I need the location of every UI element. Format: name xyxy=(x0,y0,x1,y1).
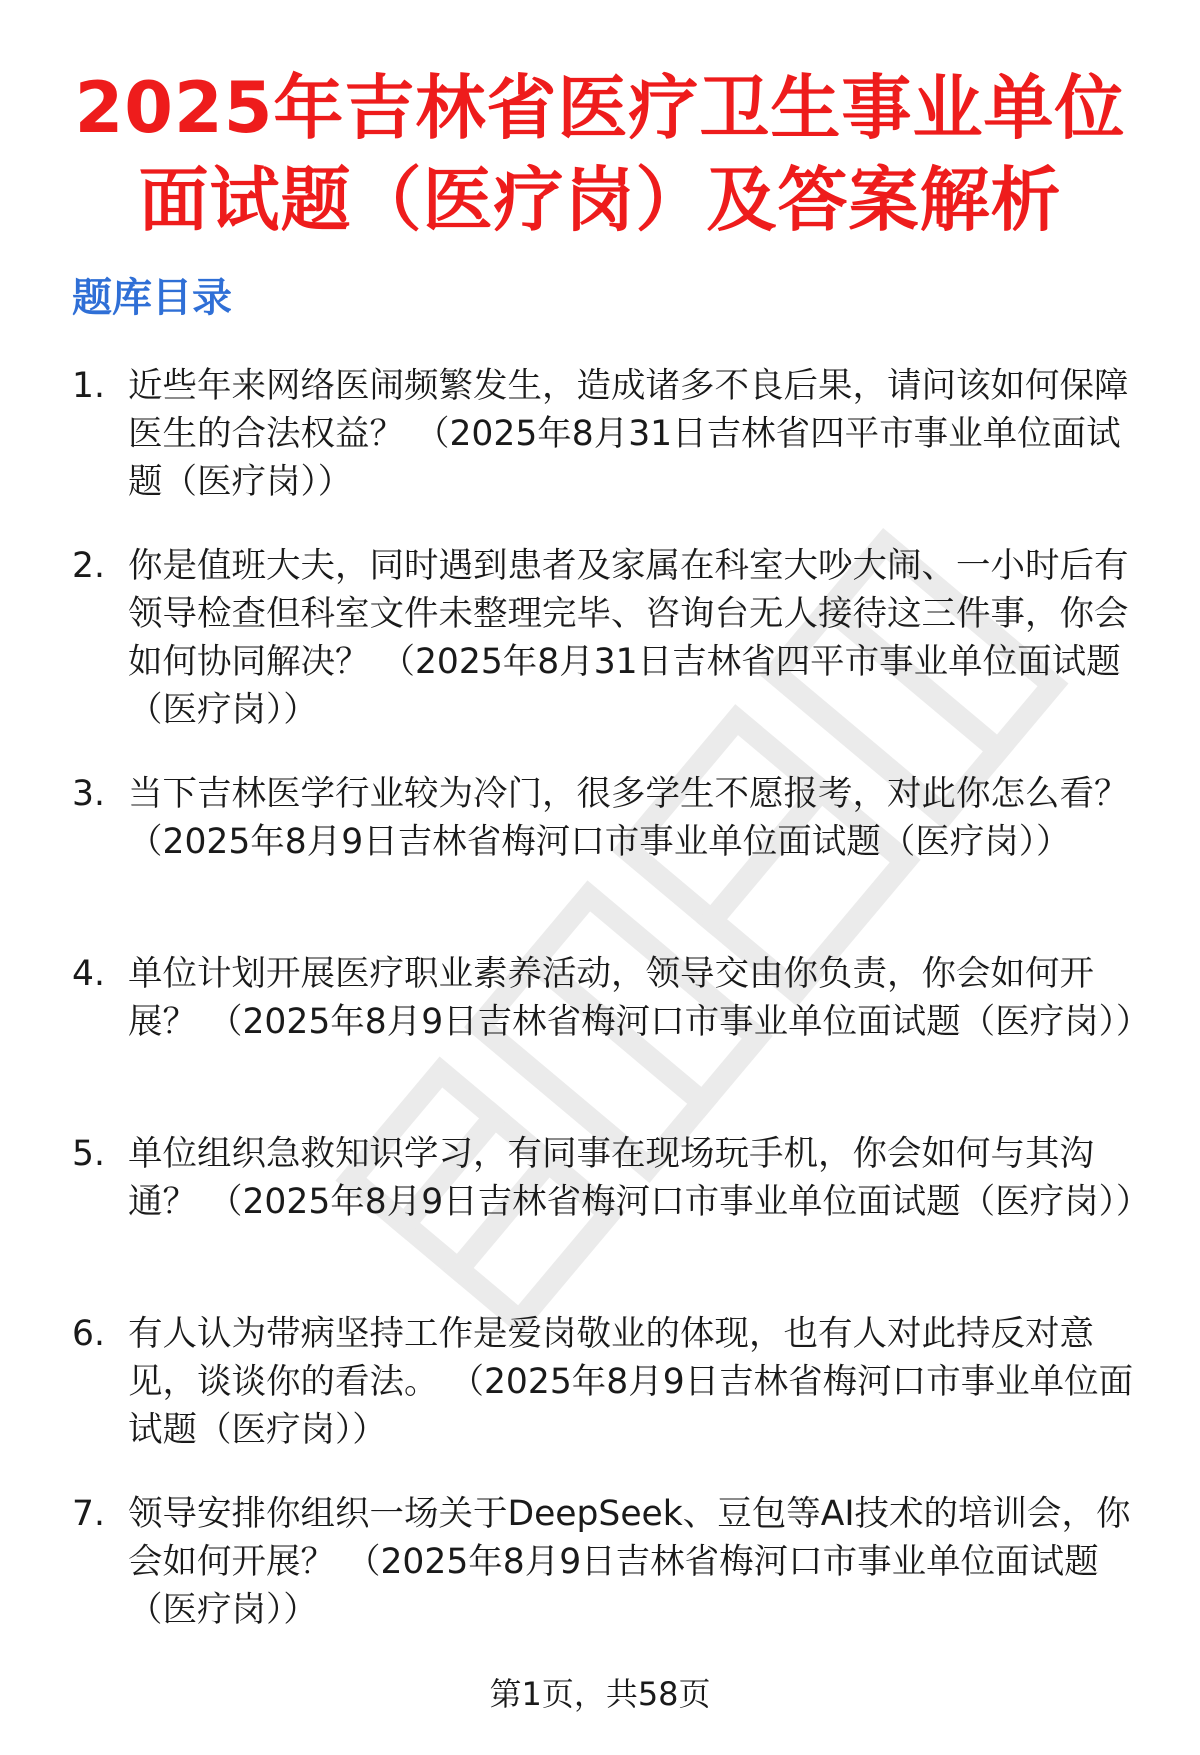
question-number: 4. xyxy=(72,954,105,994)
question-item xyxy=(72,542,1152,734)
question-text: 领导安排你组织一场关于DeepSeek、豆包等AI技术的培训会，你会如何开展？ （2025年8月9日吉林省梅河口市事业单位面试题（医疗岗）） xyxy=(128,1494,1131,1630)
question-number: 1. xyxy=(72,366,105,406)
toc-heading: 题库目录 xyxy=(72,275,232,321)
question-number: 6. xyxy=(72,1314,105,1354)
question-text: 当下吉林医学行业较为冷门，很多学生不愿报考，对此你怎么看？ （2025年8月9日吉林省梅河口市事业单位面试题（医疗岗）） xyxy=(128,774,1129,862)
question-item xyxy=(72,950,1152,1094)
question-item xyxy=(72,770,1152,914)
question-text: 近些年来网络医闹频繁发生，造成诸多不良后果，请问该如何保障医生的合法权益？ （2025年8月31日吉林省四平市事业单位面试题（医疗岗）） xyxy=(128,366,1129,502)
question-item xyxy=(72,1130,1152,1274)
question-item xyxy=(72,362,1152,506)
question-number: 7. xyxy=(72,1494,105,1534)
question-number: 2. xyxy=(72,546,105,586)
question-text: 单位组织急救知识学习，有同事在现场玩手机，你会如何与其沟通？ （2025年8月9日吉林省梅河口市事业单位面试题（医疗岗）） xyxy=(128,1134,1151,1222)
question-text: 你是值班大夫，同时遇到患者及家属在科室大吵大闹、一小时后有领导检查但科室文件未整理完毕、咨询台无人接待这三件事，你会如何协同解决？ （2025年8月31日吉林省四平市事业单位面试题（医疗岗）） xyxy=(128,546,1129,730)
question-number: 3. xyxy=(72,774,105,814)
question-text: 有人认为带病坚持工作是爱岗敬业的体现，也有人对此持反对意见，谈谈你的看法。 （2025年8月9日吉林省梅河口市事业单位面试题（医疗岗）） xyxy=(128,1314,1134,1450)
question-list xyxy=(72,362,1152,1634)
question-item xyxy=(72,1310,1152,1454)
page-title: 2025年吉林省医疗卫生事业单位面试题（医疗岗）及答案解析 xyxy=(74,67,1126,241)
page-footer: 第1页，共58页 xyxy=(489,1675,711,1713)
question-number: 5. xyxy=(72,1134,105,1174)
question-text: 单位计划开展医疗职业素养活动，领导交由你负责，你会如何开展？ （2025年8月9日吉林省梅河口市事业单位面试题（医疗岗）） xyxy=(128,954,1151,1042)
question-item xyxy=(72,1490,1152,1634)
